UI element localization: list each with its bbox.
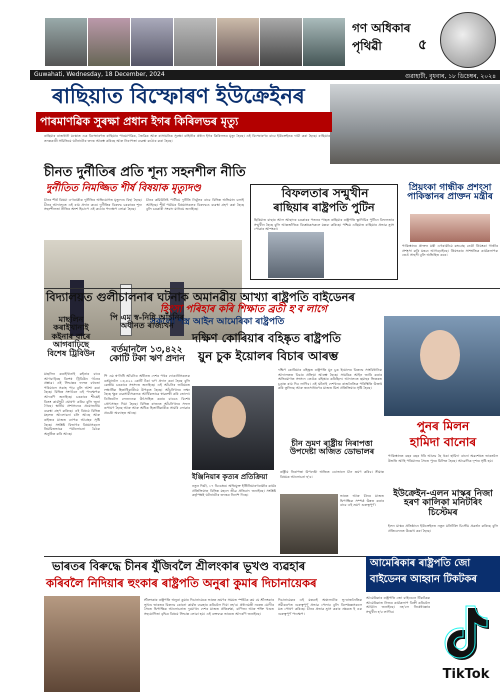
tiktok-headline-1: আমেৰিকাৰ ৰাষ্ট্ৰপতি জো	[370, 558, 471, 569]
lead-subhead: পাৰমাণৱিক সুৰক্ষা প্ৰধান ইগৰ কিৰিলভৰ মৃত্যু	[40, 115, 239, 128]
putin-body: ছিৰিয়াত বাছাৰ আল আছাদৰ চৰকাৰৰ পতনৰ পাছত ৰাছিয়াৰ ৰাষ্ট্ৰপতি ভ্লাদিমিৰ পুটিনে বিফলতাৰ সন্মুখীন হৈছে বুলি আন্তৰ্জাতিক বিশ্লেষকসকলে মন্তব্য কৰিছে। পশ্চিম এছিয়াত ৰাছিয়াৰ প্ৰভাৱ হ্ৰাস পোৱাৰ আশংকা।	[254, 218, 394, 232]
priyanka-body: পাকিস্তানৰ প্ৰাক্তন মন্ত্ৰী এগৰাকীয়ে কংগ্ৰেছ নেত্ৰী প্ৰিয়ংকা গান্ধীৰ প্ৰশংসা কৰি মন্তব্য আগবঢ়াইছে। প্ৰিয়ংকাৰ সাম্প্ৰতিক কাৰ্যকলাপক তেওঁ সাহসী বুলি অভিহিত কৰে।	[402, 244, 498, 258]
masthead-portrait-2	[88, 18, 130, 66]
masthead-portrait-4	[174, 18, 216, 66]
page-number: ৫	[418, 37, 428, 53]
doval-photo	[280, 494, 338, 554]
hamida-headline-1: পুনৰ মিলন	[416, 419, 470, 433]
masthead-portrait-3	[131, 18, 173, 66]
doval-headline: চীন ভ্ৰমণ ৰাষ্ট্ৰীয় নিৰাপত্তা উপদেষ্টা অজিত ডোভালৰ	[289, 439, 375, 457]
sri-lanka-headline-1: ভাৰতৰ বিৰুদ্ধে চীনৰ যুঁজিবলৈ শ্ৰীলংকাৰ ভূখণ্ড ব্যৱহাৰ	[52, 559, 306, 573]
globe-icon	[440, 12, 496, 68]
korea-body: দক্ষিণ কোৰিয়াৰ বহিষ্কৃত ৰাষ্ট্ৰপতি য়ুন চুক ইয়োলৰ বিৰুদ্ধে সাংবিধানিক আদালতত বিচাৰ প্ৰক্ৰিয়া আৰম্ভ হৈছে। সামৰিক আইন জাৰি কৰাৰ অভিযোগত সংসদে তেওঁক বহিষ্কাৰ কৰিছিল। আদালতে ছমাহৰ ভিতৰত চূড়ান্ত ৰায় দিব লাগিব। এই ঘটনাই দেশখনৰ ৰাজনৈতিক পৰিস্থিতি উত্তপ্ত কৰি তুলিছে আৰু জনসাধাৰণৰ মাজত মিশ্ৰ প্ৰতিক্ৰিয়াৰ সৃষ্টি হৈছে।	[278, 368, 382, 391]
corruption-headline: দুৰ্নীতিত নিমজ্জিত শীৰ্ষ বিষয়াক মৃত্যুদণ্ড	[46, 183, 201, 194]
doval-body-2: ভাৰত আৰু চীনৰ মাজত দ্বিপাক্ষিক সম্পৰ্ক উন্নত কৰাৰ বাবে এই ভ্ৰমণ গুৰুত্বপূৰ্ণ।	[340, 494, 384, 508]
corruption-body-right: চীনৰ কমিউনিষ্ট পাৰ্টীয়ে দুৰ্নীতি নিৰ্মূলৰ বাবে বিভিন্ন অভিযান চলাই আহিছে। শীৰ্ষ পৰ্যায়ৰ বিষয়াসকলৰ বিৰুদ্ধেও ব্যৱস্থা গ্ৰহণ কৰা হৈছে বুলি চৰকাৰী সংবাদ মাধ্যমে জনাইছে।	[146, 198, 244, 212]
corruption-body-left: চীনৰ শীৰ্ষ বিষয়া এগৰাকীক দুৰ্নীতিৰ অভিযোগত মৃত্যুদণ্ড বিহা হৈছে। চীনৰ আদালতে এই ৰায় প্ৰদান কৰে। দুৰ্নীতিৰ বিৰুদ্ধে চৰকাৰৰ শূন্য সহনশীলতা নীতিৰ অংশ হিচাপে এই কঠোৰ পদক্ষেপ লোৱা হৈছে।	[44, 198, 142, 212]
biden-face	[420, 330, 460, 380]
biden-subhead: হিংসা পৰিহাৰ কৰি শিক্ষাত ব্ৰতী হ'ব লাগে	[160, 304, 327, 315]
lead-photo	[330, 84, 500, 164]
pm-scheme-body: পি এম স্ব-নিধি আঁচনিৰ অধীনত দেশৰ পথৰ দোকানীসকলক বৰ্তমানলৈ ১৩,৪২২ কোটি টকা ঋণ প্ৰদান কৰা হৈছে বুলি কেন্দ্ৰীয় চৰকাৰে সংসদত জনাইছে। এই আঁচনিৰ জৰিয়তে লক্ষাধিক হিতাধিকাৰীয়ে উপকৃত হৈছে। আঁচনিখনৰ লক্ষ্য হৈছে ক্ষুদ্ৰ ব্যৱসায়ীসকলক আৰ্থিকভাৱে স্বাৱলম্বী কৰি তোলা। ডিজিটেল লেনদেনক উৎসাহিত কৰাৰ বাবেও বিশেষ প্ৰোৎসাহন দিয়া হৈছে। বিভিন্ন ৰাজ্যত আঁচনিখনৰ সফল ৰূপায়ণ হৈছে আৰু আৰু অধিক হিতাধিকাৰীক সামৰি লোৱাৰ প্ৰচেষ্টা অব্যাহত আছে।	[104, 374, 190, 415]
pm-scheme-amount: বৰ্তমানলৈ ১৩,৪২২ কোটি টকা ঋণ প্ৰদান	[109, 345, 185, 365]
hamida-headline-2: হামিদা বানোৰ	[409, 435, 477, 449]
sri-lanka-photo	[44, 596, 140, 692]
tiktok-logo-text: TikTok	[442, 667, 490, 682]
biden-rule-top	[44, 288, 500, 289]
doval-body: ৰাষ্ট্ৰীয় নিৰাপত্তা উপদেষ্টা অজিত ডোভালে চীন ভ্ৰমণ কৰিব। সীমান্ত বিষয়ক আলোচনা হ'ব।	[280, 470, 384, 479]
korea-headline-1: দক্ষিণ কোৰিয়াৰ বহিষ্কৃত ৰাষ্ট্ৰপতি	[192, 331, 341, 345]
masthead-portrait-5	[217, 18, 259, 66]
priyanka-headline: প্ৰিয়ংকা গান্ধীক প্ৰশংসা পাকিস্তানৰ প্ৰাক্তন মন্ত্ৰীৰ	[407, 183, 493, 203]
hamida-body: পাকিস্তানত বছৰ বছৰ ধৰি আবদ্ধ হৈ থকা হামিদা বানো অৱশেষত ভাৰতলৈ উভতি আহি পৰিয়ালৰ সৈতে পুনৰ মিলিত হৈছে। আৱেগিক দৃশ্যৰ সৃষ্টি হয়।	[388, 454, 498, 463]
putin-headline-1: বিফলতাৰ সন্মুখীন	[281, 186, 369, 200]
musk-body: ইলন মাস্কৰ প্ৰতিষ্ঠানে ইউক্ৰেইনত নতুন মনিটৰিং চিস্টেম প্ৰৱৰ্তন কৰিছে বুলি প্ৰতিবেদনত উল্লেখ কৰা হৈছে।	[388, 524, 498, 533]
tiktok-logo-icon	[440, 604, 492, 664]
sri-lanka-body: শ্ৰীলংকাৰ ৰাষ্ট্ৰপতি অনুৰা কুমাৰ দিচানায়েকে ভাৰত ভ্ৰমণৰ সময়ত স্পষ্টকৈ কয় যে শ্ৰীলংকাৰ ভূখণ্ড ভাৰতৰ বিৰুদ্ধে কোনো কাৰ্যত ব্যৱহাৰ কৰিবলৈ দিয়া নহ'ব। প্ৰধানমন্ত্ৰী নৰেন্দ্ৰ মোদীৰ সৈতে দ্বিপাক্ষিক আলোচনাত দুয়োখন দেশৰ মাজত প্ৰতিৰক্ষা, বাণিজ্য আৰু শক্তি খণ্ডত সহযোগিতা বৃদ্ধিৰ বিষয়ে সিদ্ধান্ত লোৱা হয়। এই বক্তব্যক ভাৰতে আদৰণি জনাইছে।	[144, 598, 274, 616]
date-right: গুৱাহাটী, বুধবাৰ, ১৮ ডিচেম্বৰ, ২০২৪	[404, 73, 496, 80]
china-policy-headline: চীনত দুৰ্নীতিৰ প্ৰতি শূন্য সহনশীল নীতি	[44, 165, 246, 180]
tiktok-headline-2: বাইডেনৰ আহ্বান টিকটকৰ	[370, 574, 477, 585]
date-left: Guwahati, Wednesday, 18 December, 2024	[34, 71, 165, 78]
tiktok-body: আমেৰিকাৰ ৰাষ্ট্ৰপতি জো বাইডেনে টিকটকক আমেৰিকাত নিজৰ কাৰ্যকলাপ বিক্ৰী কৰিবলৈ আহ্বান জনাইছে। নহ'লে নিষেধাজ্ঞাৰ সন্মুখীন হ'ব লাগিব।	[366, 596, 430, 614]
sri-lanka-body-2: দিচানায়েকৰ এই মন্তব্যই অঞ্চলটোৰ ভূ-ৰাজনৈতিক সমীকৰণত গুৰুত্বপূৰ্ণ প্ৰভাৱ পেলাব বুলি বিশেষজ্ঞসকলে মত পোষণ কৰিছে। চীনৰ প্ৰভাৱ হ্ৰাস কৰাৰ ক্ষেত্ৰত ই এক গুৰুত্বপূৰ্ণ পদক্ষেপ।	[278, 598, 362, 616]
masthead-portrait-6	[260, 18, 302, 66]
priyanka-photo	[410, 214, 490, 242]
pm-scheme-headline: পি এম স্ব-নিধি আঁচনিৰ অধীনত ৰাজ্যখন	[110, 313, 184, 331]
lead-headline: ৰাছিয়াত বিস্ফোৰণ ইউক্ৰেইনৰ	[52, 84, 305, 108]
left-column-headline: মাছলিন কৰাইখানাই কইনাৰ বাৰে আগবাঢ়িছে বিশেষ ট্ৰিবিউন	[47, 315, 95, 358]
masthead-portrait-1	[45, 18, 87, 66]
masthead-portrait-7	[303, 18, 345, 66]
masthead-subtitle: পৃথিৱী	[352, 39, 382, 53]
korea-face	[212, 396, 246, 438]
musk-headline: ইউক্ৰেইন-এলন মাস্কৰ নিজা হৰণ কালিকা মনিটৰিং চিস্টেমৰ	[393, 489, 493, 518]
lead-body: ৰাছিয়াৰ ৰাজধানী মস্কোত এক বিস্ফোৰণত ৰাছিয়াৰ পাৰমাণৱিক, জৈৱিক আৰু ৰাসায়নিক সুৰক্ষা বাহিনীৰ প্ৰধান ইগৰ কিৰিলভৰ মৃত্যু হৈছে। এই বিস্ফোৰণৰ বাবে ইউক্ৰেইনক দায়ী কৰা হৈছে। ৰাছিয়াৰ তদন্তকাৰী সমিতিয়ে ঘটনাটোৰ তদন্ত আৰম্ভ কৰিছে আৰু নিৰাপত্তা ব্যৱস্থা কঠোৰ কৰা হৈছে।	[44, 134, 330, 143]
left-column-body: মাছলিন কৰাইখানাই কইনাৰ বাৰে আগবাঢ়িছে বিশেষ ট্ৰিবিউন গঠনৰ প্ৰস্তাৱ। এই সিদ্ধান্তৰ ফলত বহুতো পৰিয়ালে সকাহ পাব বুলি আশা কৰা হৈছে। বিভিন্ন সংগঠনে এই পদক্ষেপক আদৰণি জনাইছে। চৰকাৰে শীঘ্ৰেই বিতং কাৰ্যসূচী ঘোষণা কৰিব বুলি জনা গৈছে। স্থানীয় প্ৰশাসনেও প্ৰয়োজনীয় ব্যৱস্থা গ্ৰহণ কৰিছে। এই বিষয়ে বিভিন্ন মহলত আলোচনা চলি আছে আৰু ৰাইজৰ মাজত ব্যাপক আগ্ৰহৰ সৃষ্টি হৈছে। সংশ্লিষ্ট বিভাগৰ বিষয়াসকলে নিয়মিতভাৱে পৰ্যালোচনা বৈঠক অনুষ্ঠিত কৰি আছে।	[44, 372, 100, 436]
korea-headline-2: য়ুন চুক ইয়োলৰ বিচাৰ আৰম্ভ	[198, 349, 339, 363]
biden-headline: বিদ্যালয়ত গুলীচালনাৰ ঘটনাক অমানৱীয় আখ্যা ৰাষ্ট্ৰপতি বাইডেনৰ	[46, 290, 355, 304]
biden-strap: সকলো শস্ত্ৰ আইন আমেৰিকা ৰাষ্ট্ৰপতি	[150, 317, 285, 327]
masthead-title: গণ অধিকাৰ	[352, 21, 411, 35]
putin-headline-2: ৰাছিয়াৰ ৰাষ্ট্ৰপতি পুটিন	[273, 201, 375, 214]
sri-lanka-headline-2: কৰিবলৈ নিদিয়াৰ হুংকাৰ ৰাষ্ট্ৰপতি অনুৰা কুমাৰ দিচানায়েকৰ	[46, 576, 317, 590]
masthead	[0, 0, 500, 82]
emergency-headline: ইঞ্জিনিয়াৰ কৃত্যৰ প্ৰতিক্ৰিয়া	[192, 473, 268, 481]
emergency-body: নতুন দিল্লী, ১৭ ডিচেম্বৰ। অভিযুক্ত ইঞ্জিনিয়াৰগৰাকীৰ কাৰ্যৰ প্ৰতিক্ৰিয়াত বিভিন্ন মহলে তীব্ৰ প্ৰতিবাদ জনাইছে। সংশ্লিষ্ট কৰ্তৃপক্ষই ঘটনাটোৰ তদন্তৰ নিৰ্দেশ দিছে।	[192, 484, 276, 498]
putin-photo	[268, 232, 324, 278]
